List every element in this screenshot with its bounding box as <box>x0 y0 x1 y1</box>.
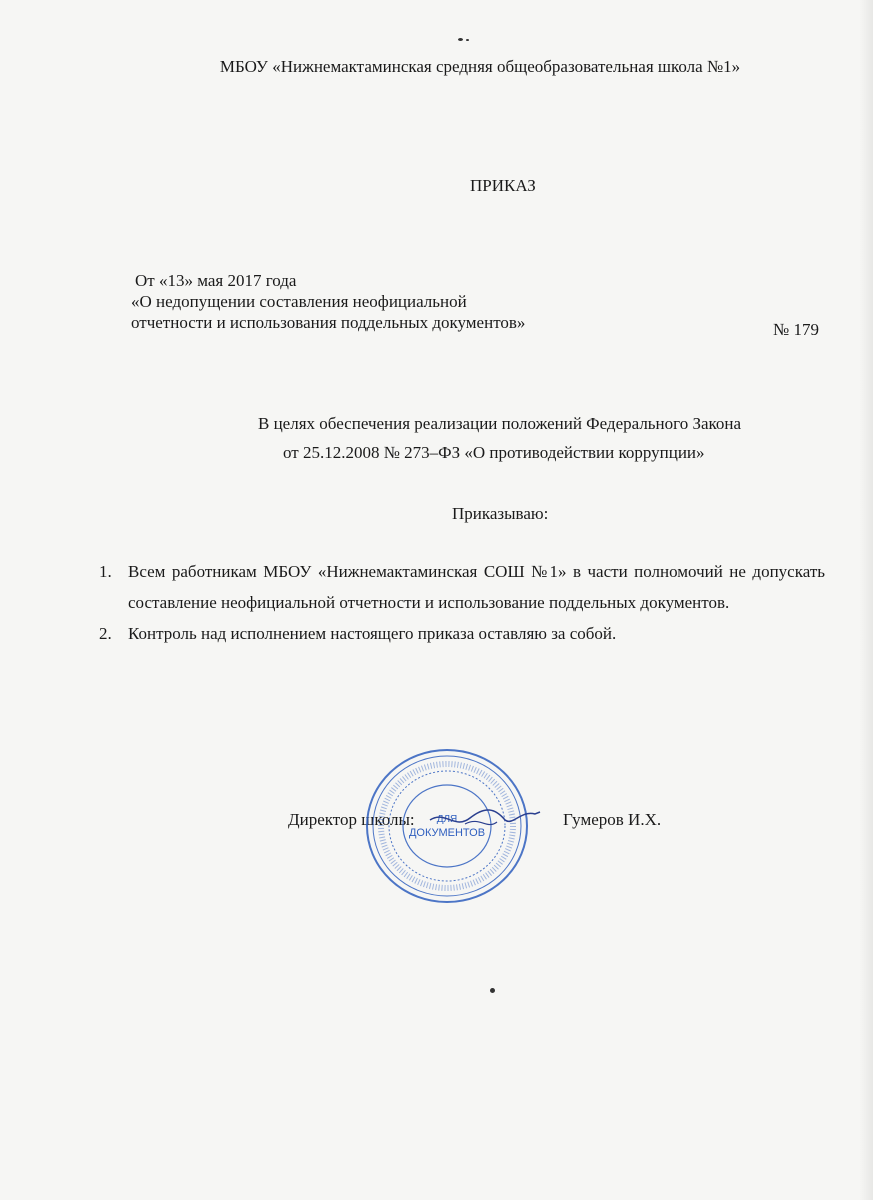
scan-speck <box>490 988 495 993</box>
scan-edge-shadow <box>859 0 873 1200</box>
list-item-number: 1. <box>99 562 112 581</box>
scan-speck <box>466 39 469 41</box>
document-title: ПРИКАЗ <box>470 176 536 195</box>
stamp-center-text-1: ДЛЯ <box>436 814 458 825</box>
signatory-name: Гумеров И.Х. <box>563 810 662 829</box>
list-item-text: Всем работникам МБОУ «Нижнемактаминская СОШ №1» в части полномочий не допускать <box>128 562 825 581</box>
school-header: МБОУ «Нижнемактаминская средняя общеобразовательная школа №1» <box>219 57 741 76</box>
document-number: № 179 <box>773 320 819 339</box>
handwritten-signature <box>425 790 545 840</box>
document-date: От «13» мая 2017 года <box>135 271 297 290</box>
list-item-number: 2. <box>99 624 112 643</box>
preamble-line-2: от 25.12.2008 № 273–ФЗ «О противодействии коррупции» <box>283 443 705 462</box>
document-subject-line-2: отчетности и использования поддельных документов» <box>131 313 526 332</box>
scan-speck <box>458 38 463 41</box>
list-item-text-continued: составление неофициальной отчетности и использование поддельных документов. <box>128 593 730 612</box>
signatory-position: Директор школы: <box>288 810 415 829</box>
stamp-center-text-2: ДОКУМЕНТОВ <box>408 827 486 839</box>
document-subject-line-1: «О недопущении составления неофициальной <box>131 292 467 311</box>
list-item-text: Контроль над исполнением настоящего приказа оставляю за собой. <box>128 624 617 643</box>
preamble-line-1: В целях обеспечения реализации положений Федерального Закона <box>258 414 742 433</box>
order-word: Приказываю: <box>452 504 549 523</box>
